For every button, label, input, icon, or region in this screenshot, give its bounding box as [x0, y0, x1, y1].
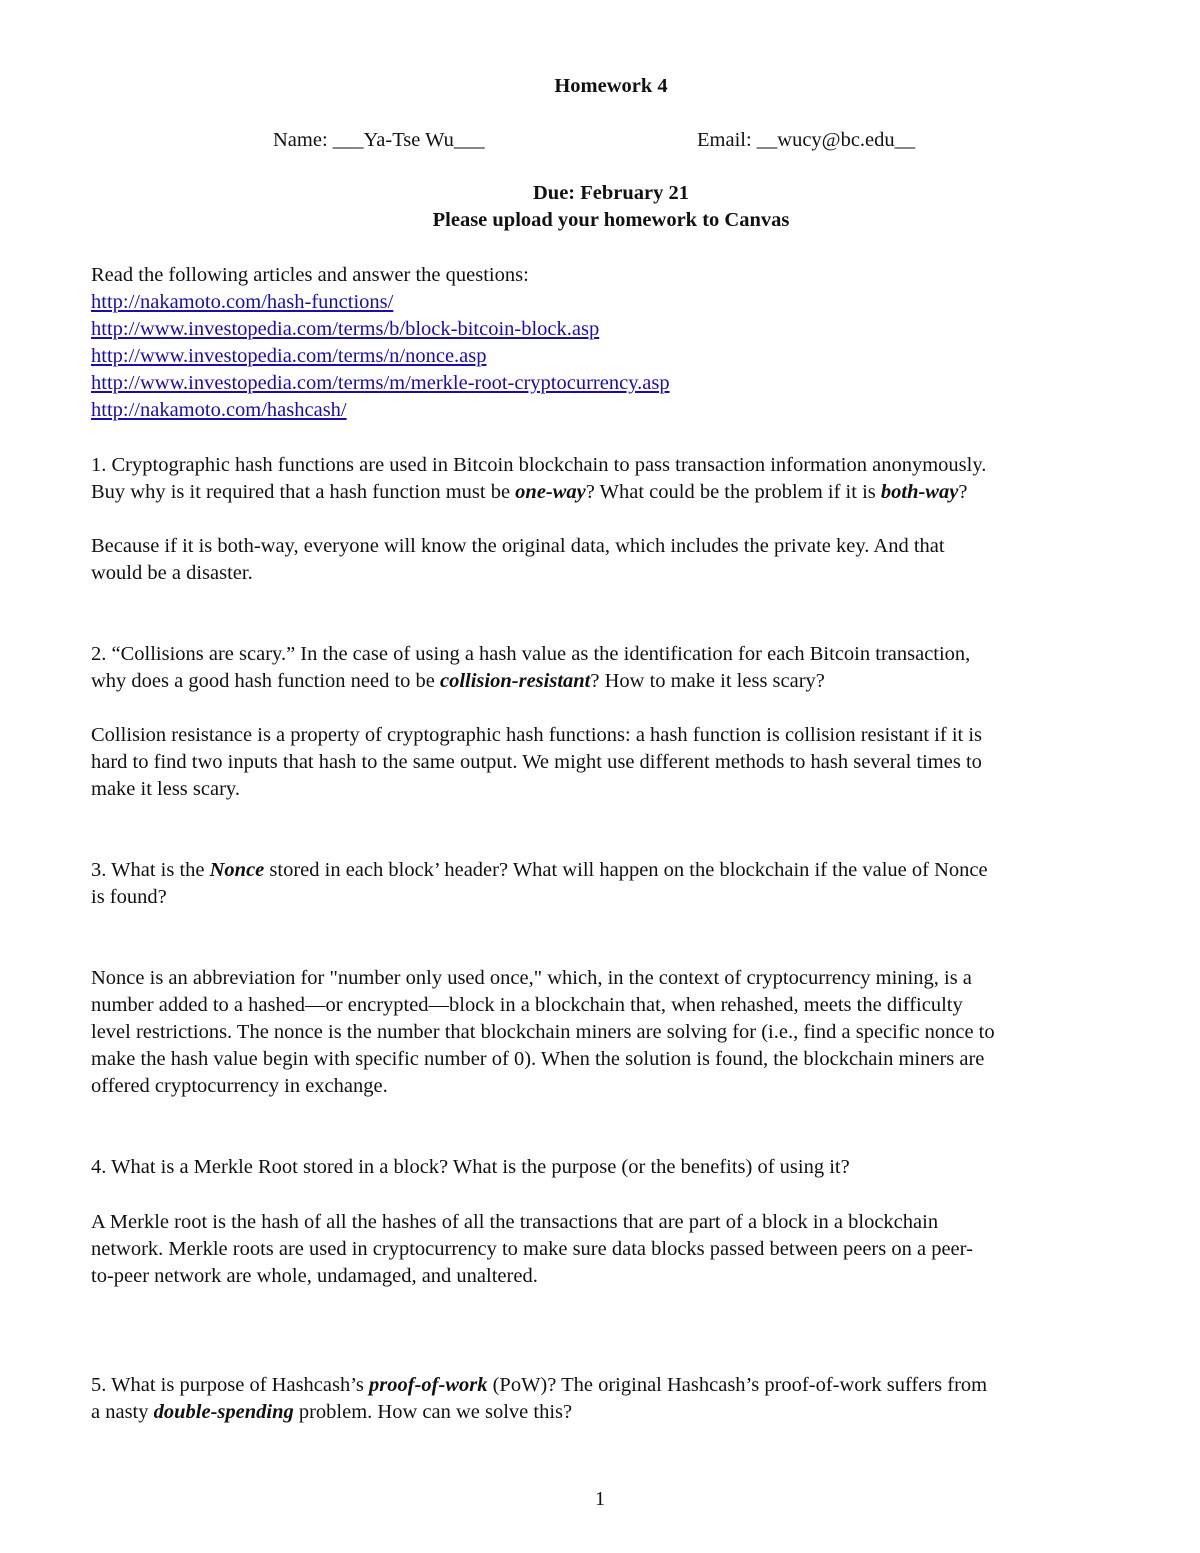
- text-span: problem. How can we solve this?: [293, 1401, 573, 1423]
- page-number: 1: [594, 1488, 606, 1510]
- text-span: a nasty: [91, 1401, 154, 1423]
- article-link[interactable]: http://nakamoto.com/hash-functions/: [91, 291, 394, 313]
- name-line: [273, 127, 485, 154]
- upload-instruction: Please upload your homework to Canvas: [432, 209, 790, 231]
- answer-1-line-1: Because if it is both-way, everyone will know the original data, which includes the private key. And that: [91, 535, 945, 557]
- question-4-line-1: 4. What is a Merkle Root stored in a block? What is the purpose (or the benefits) of using it?: [91, 1156, 850, 1178]
- text-span: 5. What is purpose of Hashcash’s: [91, 1374, 370, 1396]
- question-3-line-1: [91, 857, 1136, 884]
- article-link[interactable]: http://nakamoto.com/hashcash/: [91, 399, 347, 421]
- answer-3-line-1: Nonce is an abbreviation for "number only used once," which, in the context of cryptocurrency mining, is a: [91, 967, 972, 989]
- question-2-line-2: [91, 668, 1136, 695]
- text-span: ? What could be the problem if it is: [585, 481, 881, 503]
- text-span: why does a good hash function need to be: [91, 670, 440, 692]
- article-link[interactable]: http://www.investopedia.com/terms/m/merkle-root-cryptocurrency.asp: [91, 372, 670, 394]
- text-span: ?: [958, 481, 968, 503]
- text-span: Buy why is it required that a hash function must be: [91, 481, 516, 503]
- email-label: Email:: [697, 129, 752, 151]
- email-value: __wucy@bc.edu__: [756, 129, 916, 151]
- question-5-line-2: [91, 1399, 1136, 1426]
- answer-1-line-2: would be a disaster.: [91, 562, 253, 584]
- email-line: [697, 127, 915, 154]
- answer-4-line-1: A Merkle root is the hash of all the hashes of all the transactions that are part of a block in a blockchain: [91, 1211, 939, 1233]
- question-3-line-2: is found?: [91, 886, 167, 908]
- page-title: Homework 4: [554, 75, 668, 97]
- text-span: 3. What is the: [91, 859, 210, 881]
- question-1-line-2: [91, 479, 1136, 506]
- emphasis-term: double-spending: [153, 1401, 294, 1423]
- answer-2-line-3: make it less scary.: [91, 778, 240, 800]
- emphasis-term: both-way: [880, 481, 959, 503]
- emphasis-term: proof-of-work: [369, 1374, 488, 1396]
- answer-2-line-2: hard to find two inputs that hash to the same output. We might use different methods to hash several times to: [91, 751, 982, 773]
- emphasis-term: Nonce: [209, 859, 265, 881]
- question-2-line-1: 2. “Collisions are scary.” In the case of using a hash value as the identification for each Bitcoin transaction,: [91, 643, 971, 665]
- answer-3-line-5: offered cryptocurrency in exchange.: [91, 1075, 388, 1097]
- answer-4-line-3: to-peer network are whole, undamaged, and unaltered.: [91, 1265, 538, 1287]
- question-5-line-1: [91, 1372, 1136, 1399]
- text-span: stored in each block’ header? What will happen on the blockchain if the value of Nonce: [264, 859, 988, 881]
- emphasis-term: collision-resistant: [440, 670, 591, 692]
- answer-3-line-3: level restrictions. The nonce is the number that blockchain miners are solving for (i.e., find a specific nonce to: [91, 1021, 995, 1043]
- article-link[interactable]: http://www.investopedia.com/terms/b/block-bitcoin-block.asp: [91, 318, 600, 340]
- intro-text: Read the following articles and answer the questions:: [91, 264, 529, 286]
- text-span: ? How to make it less scary?: [590, 670, 825, 692]
- answer-3-line-2: number added to a hashed—or encrypted—block in a blockchain that, when rehashed, meets the difficulty: [91, 994, 963, 1016]
- answer-3-line-4: make the hash value begin with specific number of 0). When the solution is found, the blockchain miners are: [91, 1048, 985, 1070]
- text-span: (PoW)? The original Hashcash’s proof-of-work suffers from: [487, 1374, 988, 1396]
- due-date: Due: February 21: [532, 182, 689, 204]
- name-label: Name:: [273, 129, 328, 151]
- question-1-line-1: 1. Cryptographic hash functions are used in Bitcoin blockchain to pass transaction information anonymously.: [91, 454, 987, 476]
- answer-2-line-1: Collision resistance is a property of cryptographic hash functions: a hash function is collision resistant if it is: [91, 724, 983, 746]
- name-value: ___Ya-Tse Wu___: [332, 129, 485, 151]
- answer-4-line-2: network. Merkle roots are used in cryptocurrency to make sure data blocks passed between peers on a peer-: [91, 1238, 973, 1260]
- emphasis-term: one-way: [515, 481, 586, 503]
- article-link[interactable]: http://www.investopedia.com/terms/n/nonce.asp: [91, 345, 487, 367]
